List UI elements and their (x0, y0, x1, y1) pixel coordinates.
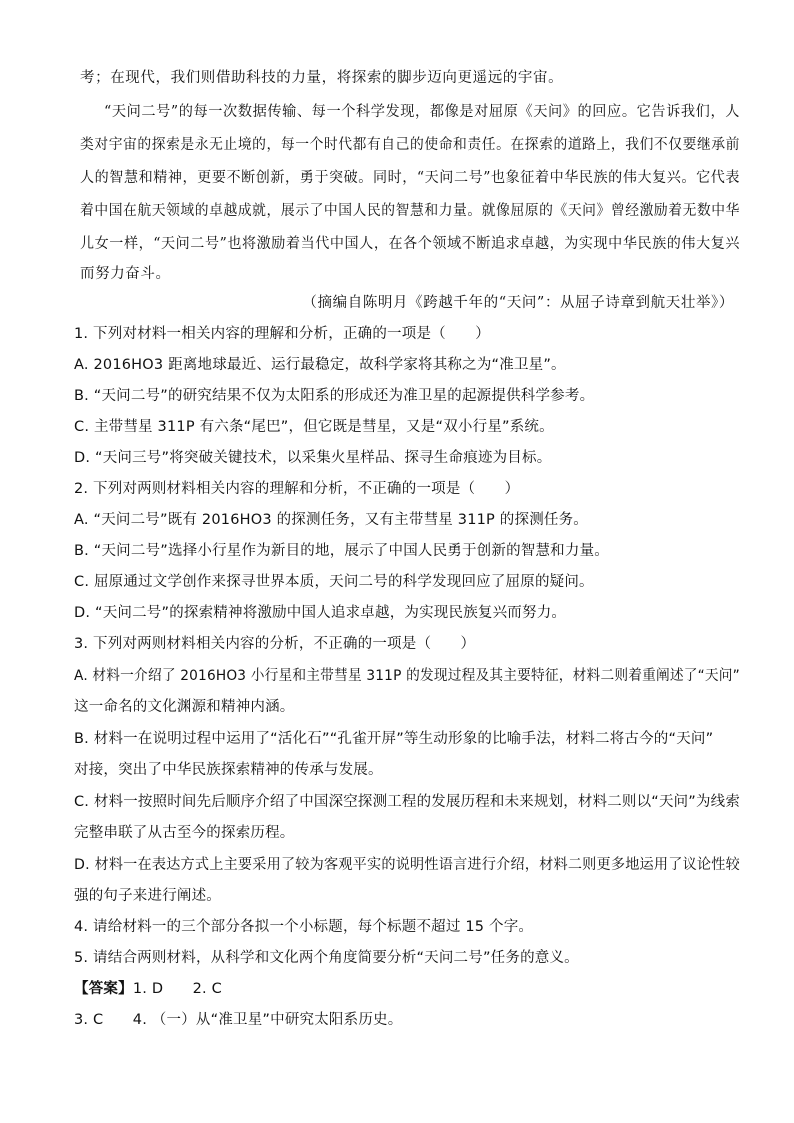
answer-text: 1. D 2. C (132, 981, 222, 997)
passage-line: 而努力奋斗。 (80, 266, 171, 282)
option-continued: 对接，突出了中华民族探索精神的传承与发展。 (74, 762, 383, 778)
option: C. 主带彗星 311P 有六条“尾巴”，但它既是彗星，又是“双小行星”系统。 (74, 419, 554, 435)
option: D. 材料一在表达方式上主要采用了较为客观平实的说明性语言进行介绍，材料二则更多地运用了议论性较 (74, 857, 740, 873)
passage-line: 儿女一样，“天问二号”也将激励着当代中国人，在各个领域不断追求卓越，为实现中华民族的伟大复兴 (80, 236, 741, 252)
option: C. 材料一按照时间先后顺序介绍了中国深空探测工程的发展历程和未来规划，材料二则以“天问”为线索 (74, 794, 741, 810)
question-stem: 1. 下列对材料一相关内容的理解和分析，正确的一项是（ ） (74, 326, 490, 342)
passage-line: “天问二号”的每一次数据传输、每一个科学发现，都像是对屈原《天问》的回应。它告诉我们，人 (104, 104, 740, 120)
answer-line: 3. C 4. （一）从“准卫星”中研究太阳系历史。 (74, 1012, 403, 1028)
option: B. “天问二号”的研究结果不仅为太阳系的形成还为准卫星的起源提供科学参考。 (74, 388, 595, 404)
option: A. 2016HO3 距离地球最近、运行最稳定，故科学家将其称之为“准卫星”。 (74, 357, 566, 373)
question-stem: 2. 下列对两则材料相关内容的理解和分析，不正确的一项是（ ） (74, 481, 520, 497)
option: B. 材料一在说明过程中运用了“活化石”“孔雀开屏”等生动形象的比喻手法，材料二将古今的“天问” (74, 731, 714, 747)
answer-line (74, 977, 222, 998)
option: D. “天问二号”的探索精神将激励中国人追求卓越，为实现民族复兴而努力。 (74, 605, 567, 621)
option: A. “天问二号”既有 2016HO3 的探测任务，又有主带彗星 311P 的探测任务。 (74, 512, 589, 528)
option-continued: 完整串联了从古至今的探索历程。 (74, 825, 295, 841)
answer-label: 【答案】 (74, 981, 133, 997)
question-stem: 4. 请给材料一的三个部分各拟一个小标题，每个标题不超过 15 个字。 (74, 919, 534, 935)
question-stem: 5. 请结合两则材料，从科学和文化两个角度简要分析“天问二号”任务的意义。 (74, 950, 579, 966)
passage-line: 着中国在航天领域的卓越成就，展示了中国人民的智慧和力量。就像屈原的《天问》曾经激励着无数中华 (80, 203, 741, 219)
passage-line: 考；在现代，我们则借助科技的力量，将探索的脚步迈向更遥远的宇宙。 (80, 70, 564, 86)
question-stem: 3. 下列对两则材料相关内容的分析，不正确的一项是（ ） (74, 636, 476, 652)
option: A. 材料一介绍了 2016HO3 小行星和主带彗星 311P 的发现过程及其主要特征，材料二则着重阐述了“天问” (74, 668, 740, 684)
passage-line: 类对宇宙的探索是永无止境的，每一个时代都有自己的使命和责任。在探索的道路上，我们不仅要继承前 (80, 137, 741, 153)
option-continued: 强的句子来进行阐述。 (74, 888, 221, 904)
passage-line: 人的智慧和精神，更要不断创新，勇于突破。同时，“天问二号”也象征着中华民族的伟大复兴。它代表 (80, 170, 741, 186)
passage-source: （摘编自陈明月《跨越千年的“天问”：从屈子诗章到航天壮举》） (302, 295, 734, 311)
option-continued: 这一命名的文化渊源和精神内涵。 (74, 699, 295, 715)
option: C. 屈原通过文学创作来探寻世界本质，天问二号的科学发现回应了屈原的疑问。 (74, 574, 594, 590)
option: B. “天问二号”选择小行星作为新目的地，展示了中国人民勇于创新的智慧和力量。 (74, 543, 609, 559)
option: D. “天问三号”将突破关键技术，以采集火星样品、探寻生命痕迹为目标。 (74, 450, 552, 466)
